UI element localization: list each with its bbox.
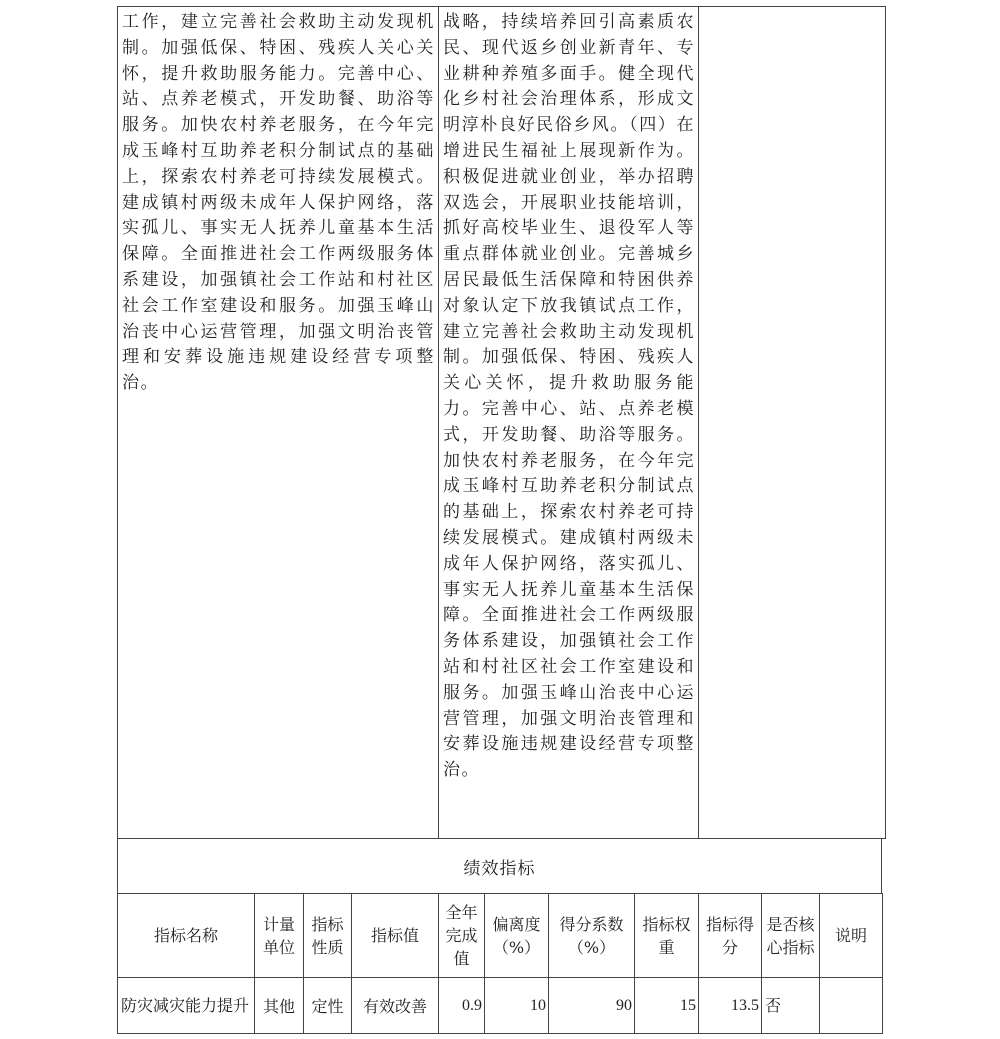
- narrative-text-right: [699, 7, 885, 10]
- metrics-table: [117, 893, 883, 1034]
- cell-deviation: 10: [485, 978, 549, 1034]
- section-title-table: [117, 838, 882, 894]
- header-note: 说明: [820, 894, 883, 978]
- cell-is-core: 否: [762, 978, 820, 1034]
- cell-target-value: 有效改善: [352, 978, 439, 1034]
- metrics-header-row: [118, 894, 883, 978]
- cell-actual-value: 0.9: [439, 978, 485, 1034]
- cell-unit: 其他: [255, 978, 304, 1034]
- table-row: [118, 978, 883, 1034]
- cell-nature: 定性: [304, 978, 352, 1034]
- document-page: [117, 6, 882, 1034]
- header-score-coefficient: 得分系数（%）: [549, 894, 635, 978]
- narrative-text-middle: 战略，持续培养回引高素质农民、现代返乡创业新青年、专业耕种养殖多面手。健全现代化乡村社会治理体系，形成文明淳朴良好民俗乡风。（四）在增进民生福祉上展现新作为。积极促进就业创业，举办招聘双选会，开展职业技能培训，抓好高校毕业生、退役军人等重点群体就业创业。完善城乡居民最低生活保障和特困供养对象认定下放我镇试点工作，建立完善社会救助主动发现机制。加强低保、特困、残疾人关心关怀，提升救助服务能力。完善中心、站、点养老模式，开发助餐、助浴等服务。加快农村养老服务，在今年完成玉峰村互助养老积分制试点的基础上，探索农村养老可持续发展模式。建成镇村两级未成年人保护网络，落实孤儿、事实无人抚养儿童基本生活保障。全面推进社会工作两级服务体系建设，加强镇社会工作站和村社区社会工作室建设和服务。加强玉峰山治丧中心运营管理，加强文明治丧管理和安葬设施违规建设经营专项整治。: [443, 12, 695, 781]
- header-nature: 指标性质: [304, 894, 352, 978]
- header-weight: 指标权重: [635, 894, 699, 978]
- header-indicator-name: 指标名称: [118, 894, 255, 978]
- cell-weight: 15: [635, 978, 699, 1034]
- header-is-core: 是否核心指标: [762, 894, 820, 978]
- header-target-value: 指标值: [352, 894, 439, 978]
- cell-indicator-name: 防灾减灾能力提升: [118, 978, 255, 1034]
- narrative-table: [117, 6, 886, 839]
- header-actual-value: 全年完成值: [439, 894, 485, 978]
- section-title: 绩效指标: [118, 839, 882, 894]
- header-deviation: 偏离度（%）: [485, 894, 549, 978]
- cell-score: 13.5: [699, 978, 762, 1034]
- narrative-cell-right: [699, 7, 886, 839]
- narrative-cell-middle: [439, 7, 699, 839]
- header-score: 指标得分: [699, 894, 762, 978]
- header-unit: 计量单位: [255, 894, 304, 978]
- cell-note: [820, 978, 883, 1034]
- narrative-text-left: 工作，建立完善社会救助主动发现机制。加强低保、特困、残疾人关心关怀，提升救助服务能力。完善中心、站、点养老模式，开发助餐、助浴等服务。加快农村养老服务，在今年完成玉峰村互助养老积分制试点的基础上，探索农村养老可持续发展模式。建成镇村两级未成年人保护网络，落实孤儿、事实无人抚养儿童基本生活保障。全面推进社会工作两级服务体系建设，加强镇社会工作站和村社区社会工作室建设和服务。加强玉峰山治丧中心运营管理，加强文明治丧管理和安葬设施违规建设经营专项整治。: [122, 12, 435, 394]
- narrative-cell-left: [118, 7, 439, 839]
- cell-score-coefficient: 90: [549, 978, 635, 1034]
